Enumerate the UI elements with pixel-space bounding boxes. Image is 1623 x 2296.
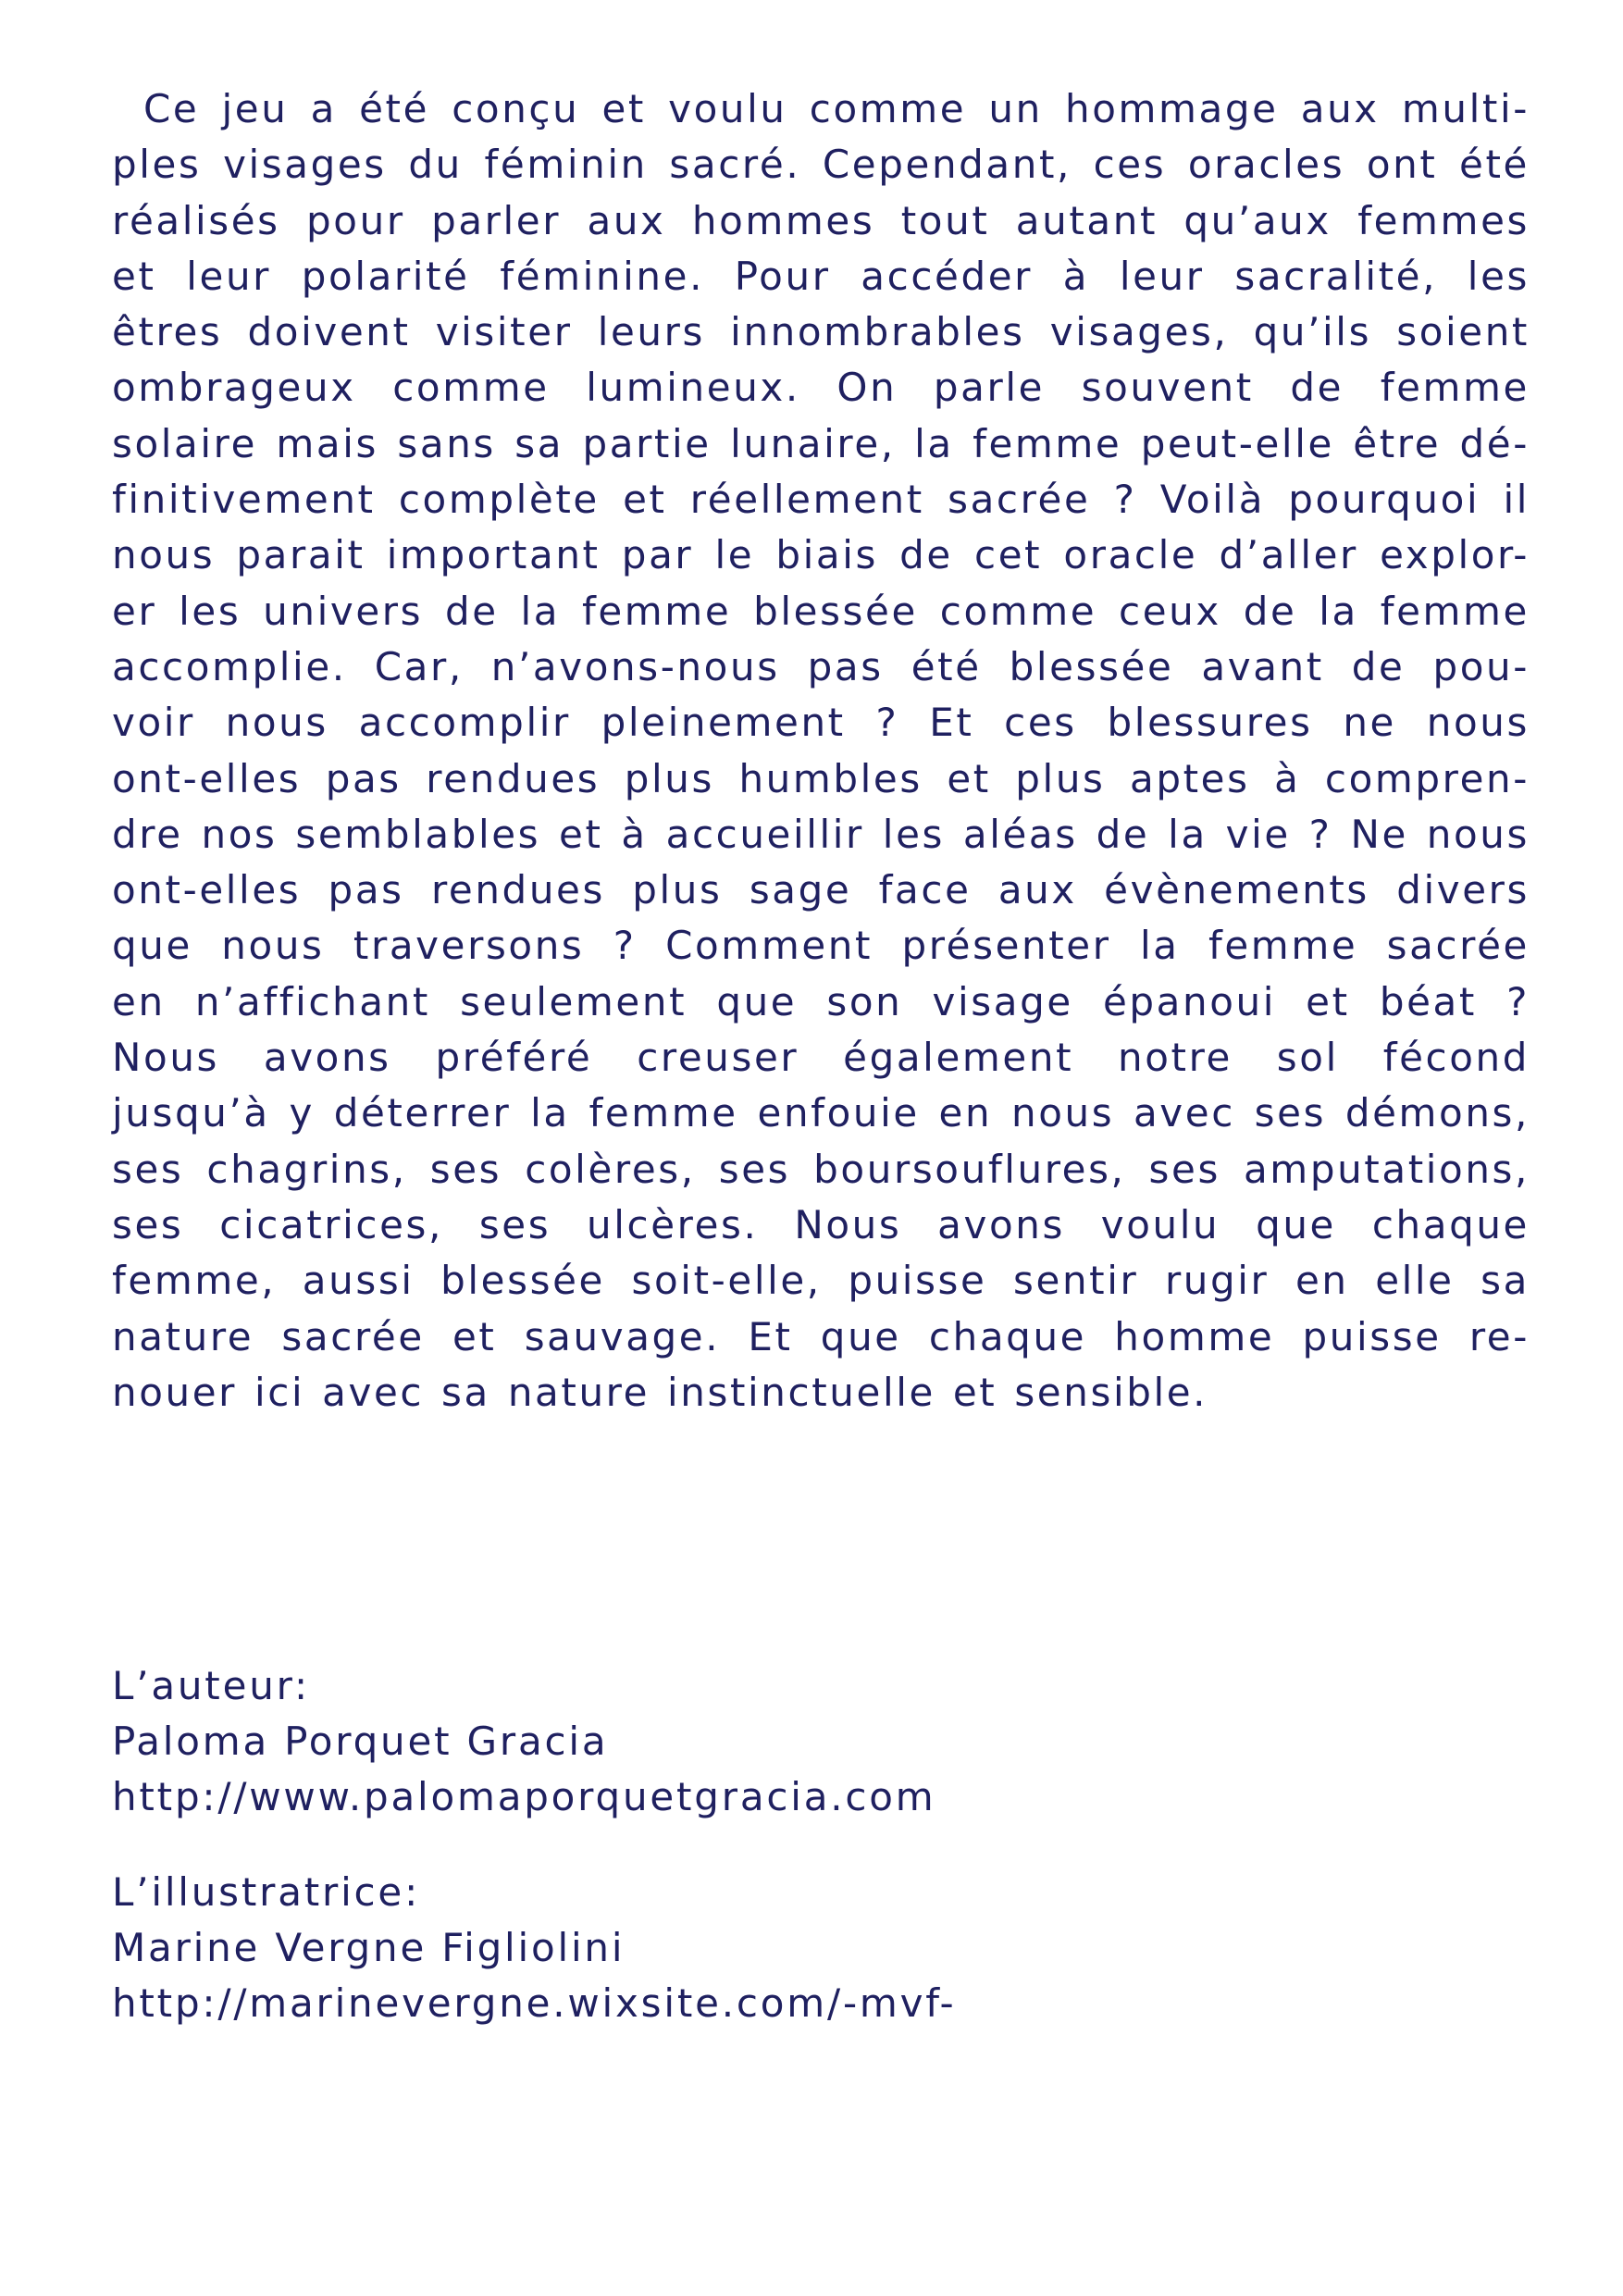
paragraph-line: ses cicatrices, ses ulcères. Nous avons voulu que chaque xyxy=(112,1201,1530,1247)
paragraph-line: dre nos semblables et à accueillir les aléas de la vie ? Ne nous xyxy=(112,811,1530,857)
paragraph-line: et leur polarité féminine. Pour accéder à leur sacralité, les xyxy=(112,253,1530,299)
paragraph-line: solaire mais sans sa partie lunaire, la femme peut-elle être dé- xyxy=(112,420,1530,466)
paragraph-line: Ce jeu a été conçu et voulu comme un hommage aux multi- xyxy=(143,86,1530,131)
illustrator-label: L’illustratrice: xyxy=(112,1869,421,1915)
paragraph-line: que nous traversons ? Comment présenter la femme sacrée xyxy=(112,923,1530,969)
body-paragraph xyxy=(112,81,1530,1421)
paragraph-line: femme, aussi blessée soit-elle, puisse sentir rugir en elle sa xyxy=(112,1258,1530,1304)
paragraph-line: jusqu’à y déterrer la femme enfouie en nous avec ses démons, xyxy=(112,1090,1530,1136)
paragraph-line: nous parait important par le biais de cet oracle d’aller explor- xyxy=(112,532,1530,578)
paragraph-line: ses chagrins, ses colères, ses boursouflures, ses amputations, xyxy=(112,1146,1530,1192)
paragraph-line: ont-elles pas rendues plus humbles et plus aptes à compren- xyxy=(112,755,1530,801)
paragraph-line: finitivement complète et réellement sacrée ? Voilà pourquoi il xyxy=(112,477,1530,523)
paragraph-line: accomplie. Car, n’avons-nous pas été blessée avant de pou- xyxy=(112,643,1530,689)
paragraph-line: êtres doivent visiter leurs innombrables visages, qu’ils soient xyxy=(112,309,1530,355)
illustrator-credit xyxy=(112,1865,1130,2031)
paragraph-line: réalisés pour parler aux hommes tout autant qu’aux femmes xyxy=(112,197,1530,243)
author-website: http://www.palomaporquetgracia.com xyxy=(112,1774,936,1819)
author-credit xyxy=(112,1658,1130,1825)
illustrator-name: Marine Vergne Figliolini xyxy=(112,1925,626,1970)
paragraph-line: voir nous accomplir pleinement ? Et ces blessures ne nous xyxy=(112,700,1530,746)
paragraph-line: er les univers de la femme blessée comme ceux de la femme xyxy=(112,588,1530,634)
paragraph-line: en n’affichant seulement que son visage épanoui et béat ? xyxy=(112,978,1530,1024)
paragraph-line: nature sacrée et sauvage. Et que chaque homme puisse re- xyxy=(112,1313,1530,1359)
paragraph-line: ont-elles pas rendues plus sage face aux évènements divers xyxy=(112,867,1530,913)
paragraph-line: nouer ici avec sa nature instinctuelle et sensible. xyxy=(112,1369,1208,1415)
paragraph-line: ombrageux comme lumineux. On parle souvent de femme xyxy=(112,365,1530,411)
paragraph-line: Nous avons préféré creuser également notre sol fécond xyxy=(112,1035,1530,1081)
author-label: L’auteur: xyxy=(112,1663,310,1708)
author-name: Paloma Porquet Gracia xyxy=(112,1719,609,1764)
illustrator-website: http://marinevergne.wixsite.com/-mvf- xyxy=(112,1980,957,2026)
paragraph-line: ples visages du féminin sacré. Cependant, ces oracles ont été xyxy=(112,142,1530,188)
